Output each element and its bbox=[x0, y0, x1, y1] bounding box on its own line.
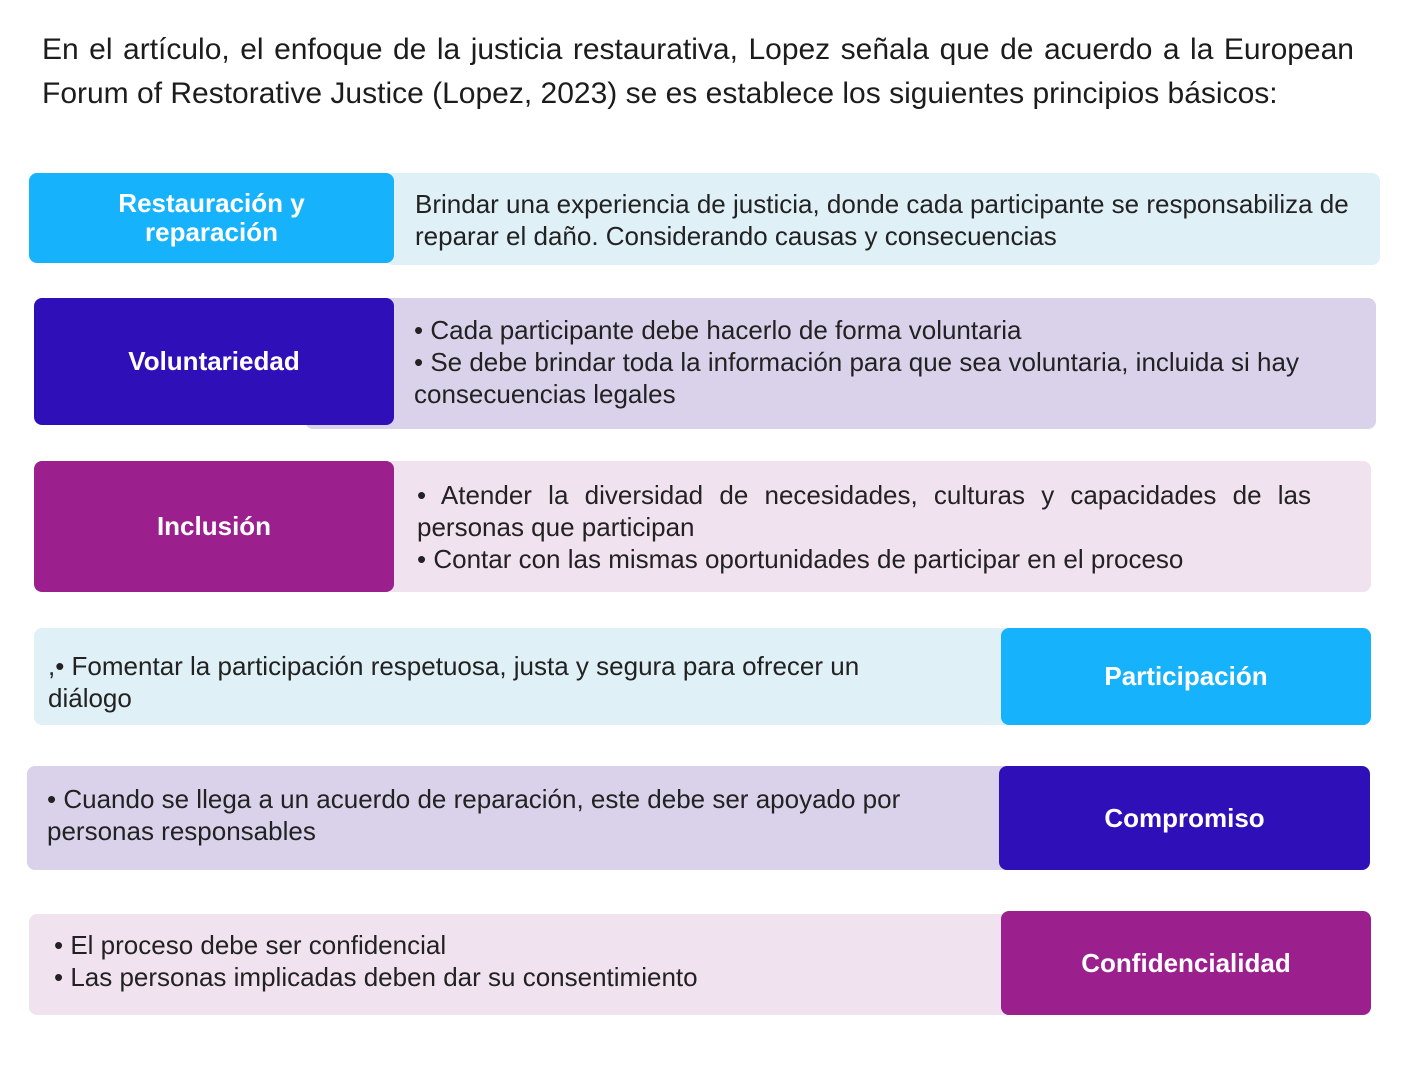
description-line: ,• Fomentar la participación respetuosa, justa y segura para ofrecer un diálogo bbox=[48, 651, 860, 713]
label-text: Participación bbox=[1104, 661, 1268, 691]
label-text: Compromiso bbox=[1104, 802, 1265, 833]
principle-label bbox=[999, 766, 1370, 870]
label-text: Confidencialidad bbox=[1081, 947, 1291, 978]
principle-label bbox=[1001, 628, 1371, 725]
principle-description bbox=[385, 461, 1371, 592]
label-text: Voluntariedad bbox=[128, 346, 300, 376]
description-line: • Cada participante debe hacerlo de forma voluntaria bbox=[414, 315, 1022, 345]
intro-paragraph: En el artículo, el enfoque de la justicia restaurativa, Lopez señala que de acuerdo a la European Forum of Restorative Justice (Lopez, 2023) se es establece los siguientes principios básicos: bbox=[42, 33, 1354, 110]
principle-label bbox=[29, 173, 394, 263]
principle-label bbox=[1001, 911, 1371, 1015]
principle-description bbox=[29, 914, 1014, 1015]
description-line: Brindar una experiencia de justicia, donde cada participante se responsabiliza de reparar el daño. Considerando causas y consecuencias bbox=[415, 189, 1349, 251]
description-line: • Las personas implicadas deben dar su consentimiento bbox=[54, 962, 698, 992]
description-line: • Se debe brindar toda la información para que sea voluntaria, incluida si hay consecuencias legales bbox=[414, 347, 1299, 409]
label-text: Inclusión bbox=[156, 511, 272, 541]
description-line: • Contar con las mismas oportunidades de participar en el proceso bbox=[417, 544, 1184, 574]
principle-label bbox=[34, 298, 394, 425]
principle-description bbox=[305, 298, 1376, 429]
description-line: • Atender la diversidad de necesidades, culturas y capacidades de las personas que participan bbox=[417, 480, 1311, 542]
description-line: • El proceso debe ser confidencial bbox=[54, 930, 447, 960]
principle-description bbox=[385, 173, 1380, 265]
principle-label bbox=[34, 461, 394, 592]
description-line: • Cuando se llega a un acuerdo de reparación, este debe ser apoyado por personas responsables bbox=[47, 784, 901, 846]
principle-description bbox=[27, 766, 1012, 870]
principle-description bbox=[34, 628, 1014, 725]
label-text: Restauración y reparación bbox=[118, 188, 305, 247]
